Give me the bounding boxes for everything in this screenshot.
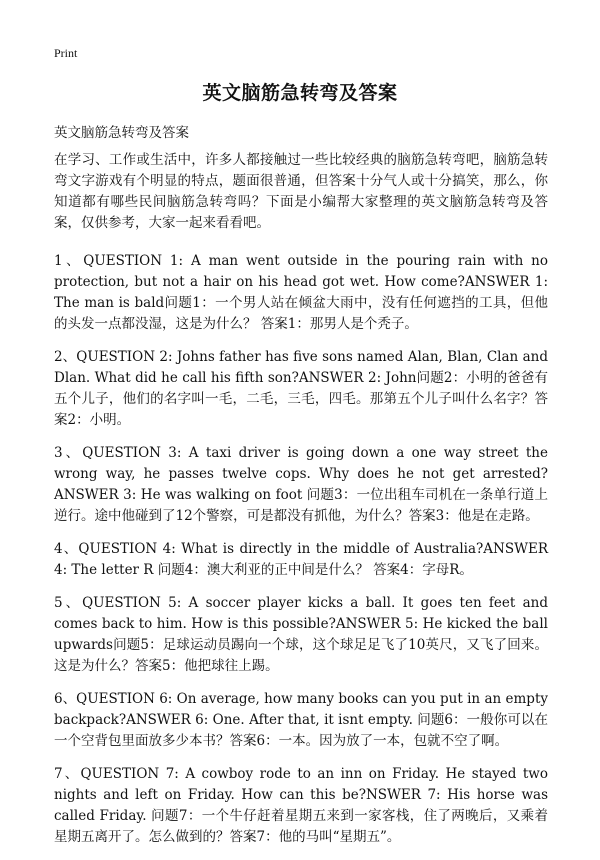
question-item-7: 7、QUESTION 7: A cowboy rode to an inn on Friday. He stayed two nights and left on Friday. How can this be?NSWER 7: His horse was called Friday. 问题7：一个牛仔赶着星期五来到一家客栈，住了两晚后，又乘着星期五离开了。怎么做到的？答案7：他的马叫“星期五”。 [54,766,548,845]
question-item-5: 5、QUESTION 5: A soccer player kicks a ball. It goes ten feet and comes back to him. How is this possible?ANSWER 5: He kicked the ball upwards问题5：足球运动员踢向一个球，这个球足足飞了10英尺，又飞了回来。这是为什么？答案5：他把球往上踢。 [54,595,548,674]
question-item-2: 2、QUESTION 2: Johns father has five sons named Alan, Blan, Clan and Dlan. What did he call his fifth son?ANSWER 2: John问题2：小明的爸爸有五个儿子，他们的名字叫一毛，二毛，三毛，四毛。那第五个儿子叫什么名字？答案2：小明。 [54,349,548,428]
question-item-6: 6、QUESTION 6: On average, how many books can you put in an empty backpack?ANSWER 6: One. After that, it isnt empty. 问题6：一般你可以在一个空背包里面放多少本书？答案6：一本。因为放了一本，包就不空了啊。 [54,691,548,749]
question-item-3: 3、QUESTION 3: A taxi driver is going down a one way street the wrong way, he passes twelve cops. Why does he not get arrested?ANSWER 3: He was walking on foot 问题3：一位出租车司机在一条单行道上逆行。途中他碰到了12个警察，可是都没有抓他，为什么？答案3：他是在走路。 [54,445,548,524]
article-body [54,150,548,860]
question-item-4: 4、QUESTION 4: What is directly in the middle of Australia?ANSWER 4: The letter R 问题4：澳大利亚的正中间是什么？ 答案4：字母R。 [54,541,548,578]
print-link[interactable]: Print [54,46,78,60]
question-item-1: 1、QUESTION 1: A man went outside in the pouring rain with no protection, but not a hair on his head got wet. How come?ANSWER 1: The man is bald问题1：一个男人站在倾盆大雨中，没有任何遮挡的工具，但他的头发一点都没湿，这是为什么？ 答案1：那男人是个秃子。 [54,253,548,332]
document-subtitle: 英文脑筋急转弯及答案 [54,125,189,141]
intro-paragraph: 在学习、工作或生活中，许多人都接触过一些比较经典的脑筋急转弯吧，脑筋急转弯文字游戏有个明显的特点，题面很普通，但答案十分气人或十分搞笑，那么，你知道都有哪些民间脑筋急转弯吗？下面是小编帮大家整理的英文脑筋急转弯及答案，仅供参考，大家一起来看看吧。 [54,152,548,231]
page-title: 英文脑筋急转弯及答案 [202,82,398,104]
